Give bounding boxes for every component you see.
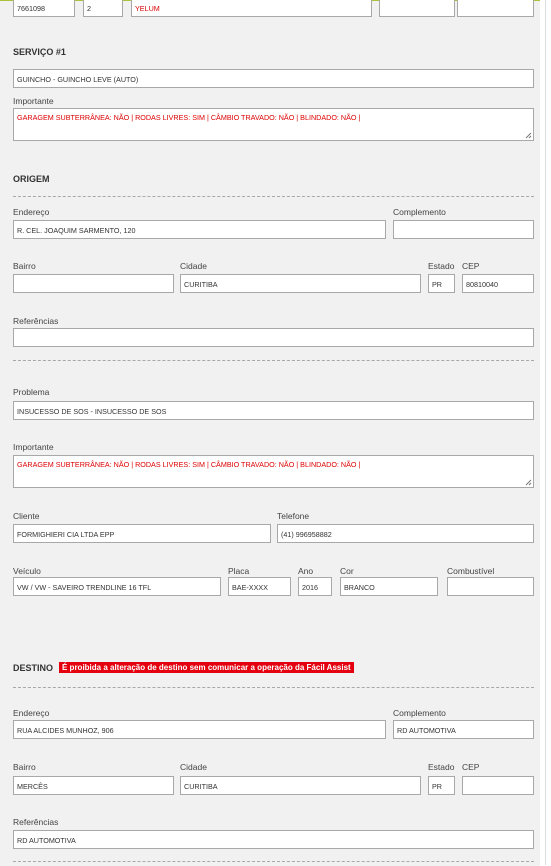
origin-state-field[interactable]: PR xyxy=(428,274,455,293)
top-extra-field-2[interactable] xyxy=(457,0,534,17)
plate-label: Placa xyxy=(228,566,250,576)
dest-city-label: Cidade xyxy=(180,762,207,772)
client-label: Cliente xyxy=(13,511,40,521)
dest-references-field[interactable]: RD AUTOMOTIVA xyxy=(13,830,534,849)
service-important-textarea[interactable] xyxy=(13,108,534,141)
problem-important-label: Importante xyxy=(13,442,54,452)
client-field[interactable]: FORMIGHIERI CIA LTDA EPP xyxy=(13,524,271,543)
phone-label: Telefone xyxy=(277,511,310,521)
service-important-text: GARAGEM SUBTERRÂNEA: NÃO | RODAS LIVRES: SIM | CÂMBIO TRAVADO: NÃO | BLINDADO: NÃO | xyxy=(17,113,361,122)
destination-title: DESTINO xyxy=(13,663,54,673)
vehicle-field[interactable]: VW / VW - SAVEIRO TRENDLINE 16 TFL xyxy=(13,577,221,596)
destination-divider xyxy=(13,687,534,688)
origin-city-label: Cidade xyxy=(180,261,207,271)
service-important-label: Importante xyxy=(13,96,54,106)
problem-important-text: GARAGEM SUBTERRÂNEA: NÃO | RODAS LIVRES: SIM | CÂMBIO TRAVADO: NÃO | BLINDADO: NÃO | xyxy=(17,460,361,469)
dest-address-field[interactable]: RUA ALCIDES MUNHOZ, 906 xyxy=(13,720,386,739)
scrollbar-track[interactable] xyxy=(545,0,546,865)
fuel-field[interactable] xyxy=(447,577,534,596)
origin-complement-label: Complemento xyxy=(393,207,446,217)
origin-state-label: Estado xyxy=(428,261,455,271)
problem-divider xyxy=(13,360,534,361)
dest-zip-label: CEP xyxy=(462,762,480,772)
origin-address-label: Endereço xyxy=(13,207,50,217)
dest-zip-field[interactable] xyxy=(462,776,534,795)
dest-city-field[interactable]: CURITIBA xyxy=(180,776,421,795)
origin-district-label: Bairro xyxy=(13,261,36,271)
dest-district-field[interactable]: MERCÊS xyxy=(13,776,174,795)
vehicle-color-label: Cor xyxy=(340,566,354,576)
top-extra-field-1[interactable] xyxy=(379,0,455,17)
dest-state-label: Estado xyxy=(428,762,455,772)
dest-references-label: Referências xyxy=(13,817,59,827)
dest-complement-label: Complemento xyxy=(393,708,446,718)
service-title: SERVIÇO #1 xyxy=(13,47,66,57)
plate-field[interactable]: BAE-XXXX xyxy=(228,577,291,596)
problem-label: Problema xyxy=(13,387,50,397)
origin-city-field[interactable]: CURITIBA xyxy=(180,274,421,293)
problem-field[interactable]: INSUCESSO DE SOS - INSUCESSO DE SOS xyxy=(13,401,534,420)
vertical-scrollbar[interactable] xyxy=(541,0,551,865)
vehicle-label: Veículo xyxy=(13,566,41,576)
origin-complement-field[interactable] xyxy=(393,220,534,239)
origin-title: ORIGEM xyxy=(13,174,50,184)
origin-zip-field[interactable]: 80810040 xyxy=(462,274,534,293)
bottom-divider xyxy=(13,861,534,862)
origin-references-field[interactable] xyxy=(13,328,534,347)
year-label: Ano xyxy=(298,566,314,576)
order-code-field[interactable]: 7661098 xyxy=(13,0,75,17)
dest-complement-field[interactable]: RD AUTOMOTIVA xyxy=(393,720,534,739)
origin-address-field[interactable]: R. CEL. JOAQUIM SARMENTO, 120 xyxy=(13,220,386,239)
origin-references-label: Referências xyxy=(13,316,59,326)
origin-divider xyxy=(13,196,534,197)
service-type-field[interactable]: GUINCHO - GUINCHO LEVE (AUTO) xyxy=(13,69,534,88)
origin-zip-label: CEP xyxy=(462,261,480,271)
problem-important-textarea[interactable] xyxy=(13,455,534,488)
quantity-field[interactable]: 2 xyxy=(83,0,123,17)
dest-state-field[interactable]: PR xyxy=(428,776,455,795)
year-field[interactable]: 2016 xyxy=(298,577,332,596)
dest-address-label: Endereço xyxy=(13,708,50,718)
phone-field[interactable]: (41) 996958882 xyxy=(277,524,534,543)
destination-warning-badge: É proibida a alteração de destino sem comunicar a operação da Fácil Assist xyxy=(59,662,354,673)
color-field[interactable]: YELUM xyxy=(131,0,372,17)
resize-grip-icon[interactable] xyxy=(525,132,532,139)
dest-district-label: Bairro xyxy=(13,762,36,772)
resize-grip-icon[interactable] xyxy=(525,479,532,486)
origin-district-field[interactable] xyxy=(13,274,174,293)
vehicle-color-field[interactable]: BRANCO xyxy=(340,577,438,596)
fuel-label: Combustível xyxy=(447,566,495,576)
